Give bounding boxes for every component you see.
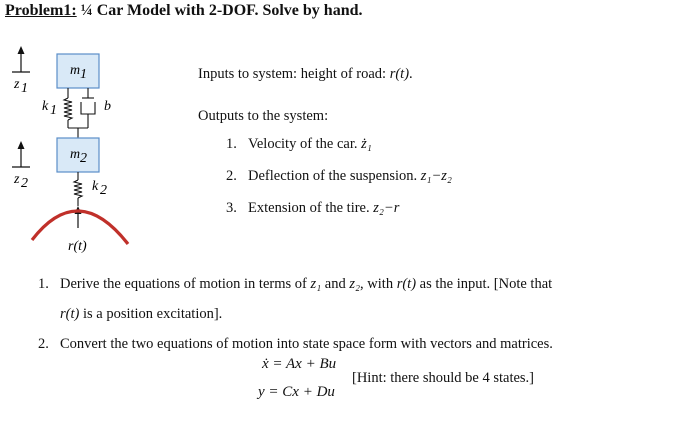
problem-label: Problem1: bbox=[5, 2, 77, 19]
output-item-math: z₂−r bbox=[373, 200, 400, 216]
z2-arrow bbox=[12, 141, 30, 167]
task-1-text-c: , with bbox=[360, 276, 397, 292]
outputs-heading: Outputs to the system: bbox=[198, 108, 329, 124]
m1-sub: 1 bbox=[80, 67, 87, 82]
task-1-line-1 bbox=[38, 276, 552, 293]
task-1-text-b: and bbox=[321, 276, 350, 292]
output-item-1 bbox=[226, 136, 372, 153]
task-2 bbox=[38, 336, 553, 353]
m1-label: m bbox=[70, 63, 81, 78]
spring-k2 bbox=[74, 172, 82, 206]
damper-b bbox=[78, 88, 95, 138]
quarter-car-diagram bbox=[0, 40, 170, 260]
k2-sub: 2 bbox=[100, 183, 107, 198]
output-item-math: ż₁ bbox=[361, 136, 372, 152]
inputs-end: . bbox=[409, 66, 413, 82]
k1-sub: 1 bbox=[50, 103, 57, 118]
task-1-text-e: is a position excitation]. bbox=[79, 306, 223, 322]
problem-title-text: ¼ Car Model with 2-DOF. Solve by hand. bbox=[76, 2, 363, 19]
task-1-text-a: Derive the equations of motion in terms of bbox=[60, 276, 311, 292]
hint-text: [Hint: there should be 4 states.] bbox=[352, 370, 535, 386]
z1-sub: 1 bbox=[21, 81, 28, 96]
z2-sub: 2 bbox=[21, 176, 28, 191]
inputs-text: Inputs to system: height of road: bbox=[198, 66, 390, 82]
z1-label: z bbox=[14, 77, 20, 92]
spring-k1 bbox=[64, 88, 88, 128]
z1-arrow bbox=[12, 46, 30, 72]
z2-label: z bbox=[14, 172, 20, 187]
k1-label: k bbox=[42, 99, 49, 114]
task-1-line-2 bbox=[60, 306, 222, 323]
output-item-math: z₁−z₂ bbox=[420, 168, 452, 184]
task-1-text-d: as the input. [Note that bbox=[416, 276, 553, 292]
m2-label: m bbox=[70, 147, 81, 162]
b-label: b bbox=[104, 99, 111, 114]
output-equation: y = Cx + Du bbox=[258, 384, 335, 400]
road-label: r(t) bbox=[68, 239, 87, 254]
k2-label: k bbox=[92, 179, 99, 194]
task-num: 1. bbox=[38, 276, 49, 292]
output-item-num: 1. bbox=[226, 136, 237, 152]
output-item-num: 2. bbox=[226, 168, 237, 184]
task-2-text: Convert the two equations of motion into state space form with vectors and matrices. bbox=[60, 336, 553, 352]
state-equation: ẋ = Ax + Bu bbox=[262, 356, 337, 372]
task-1-z1: z₁ bbox=[310, 276, 322, 292]
task-1-r: r(t) bbox=[396, 276, 417, 292]
inputs-var: r(t) bbox=[389, 66, 410, 82]
output-item-text: Extension of the tire. bbox=[248, 200, 374, 216]
output-item-num: 3. bbox=[226, 200, 237, 216]
road-arrow bbox=[75, 206, 82, 228]
output-item-text: Velocity of the car. bbox=[248, 136, 362, 152]
task-1-r-2: r(t) bbox=[60, 306, 80, 322]
output-item-text: Deflection of the suspension. bbox=[248, 168, 421, 184]
problem-title bbox=[5, 2, 363, 20]
output-item-3 bbox=[226, 200, 399, 217]
inputs-line bbox=[198, 66, 413, 83]
m2-sub: 2 bbox=[80, 151, 87, 166]
task-1-z2: z₂ bbox=[349, 276, 361, 292]
output-item-2 bbox=[226, 168, 452, 185]
task-num: 2. bbox=[38, 336, 49, 352]
